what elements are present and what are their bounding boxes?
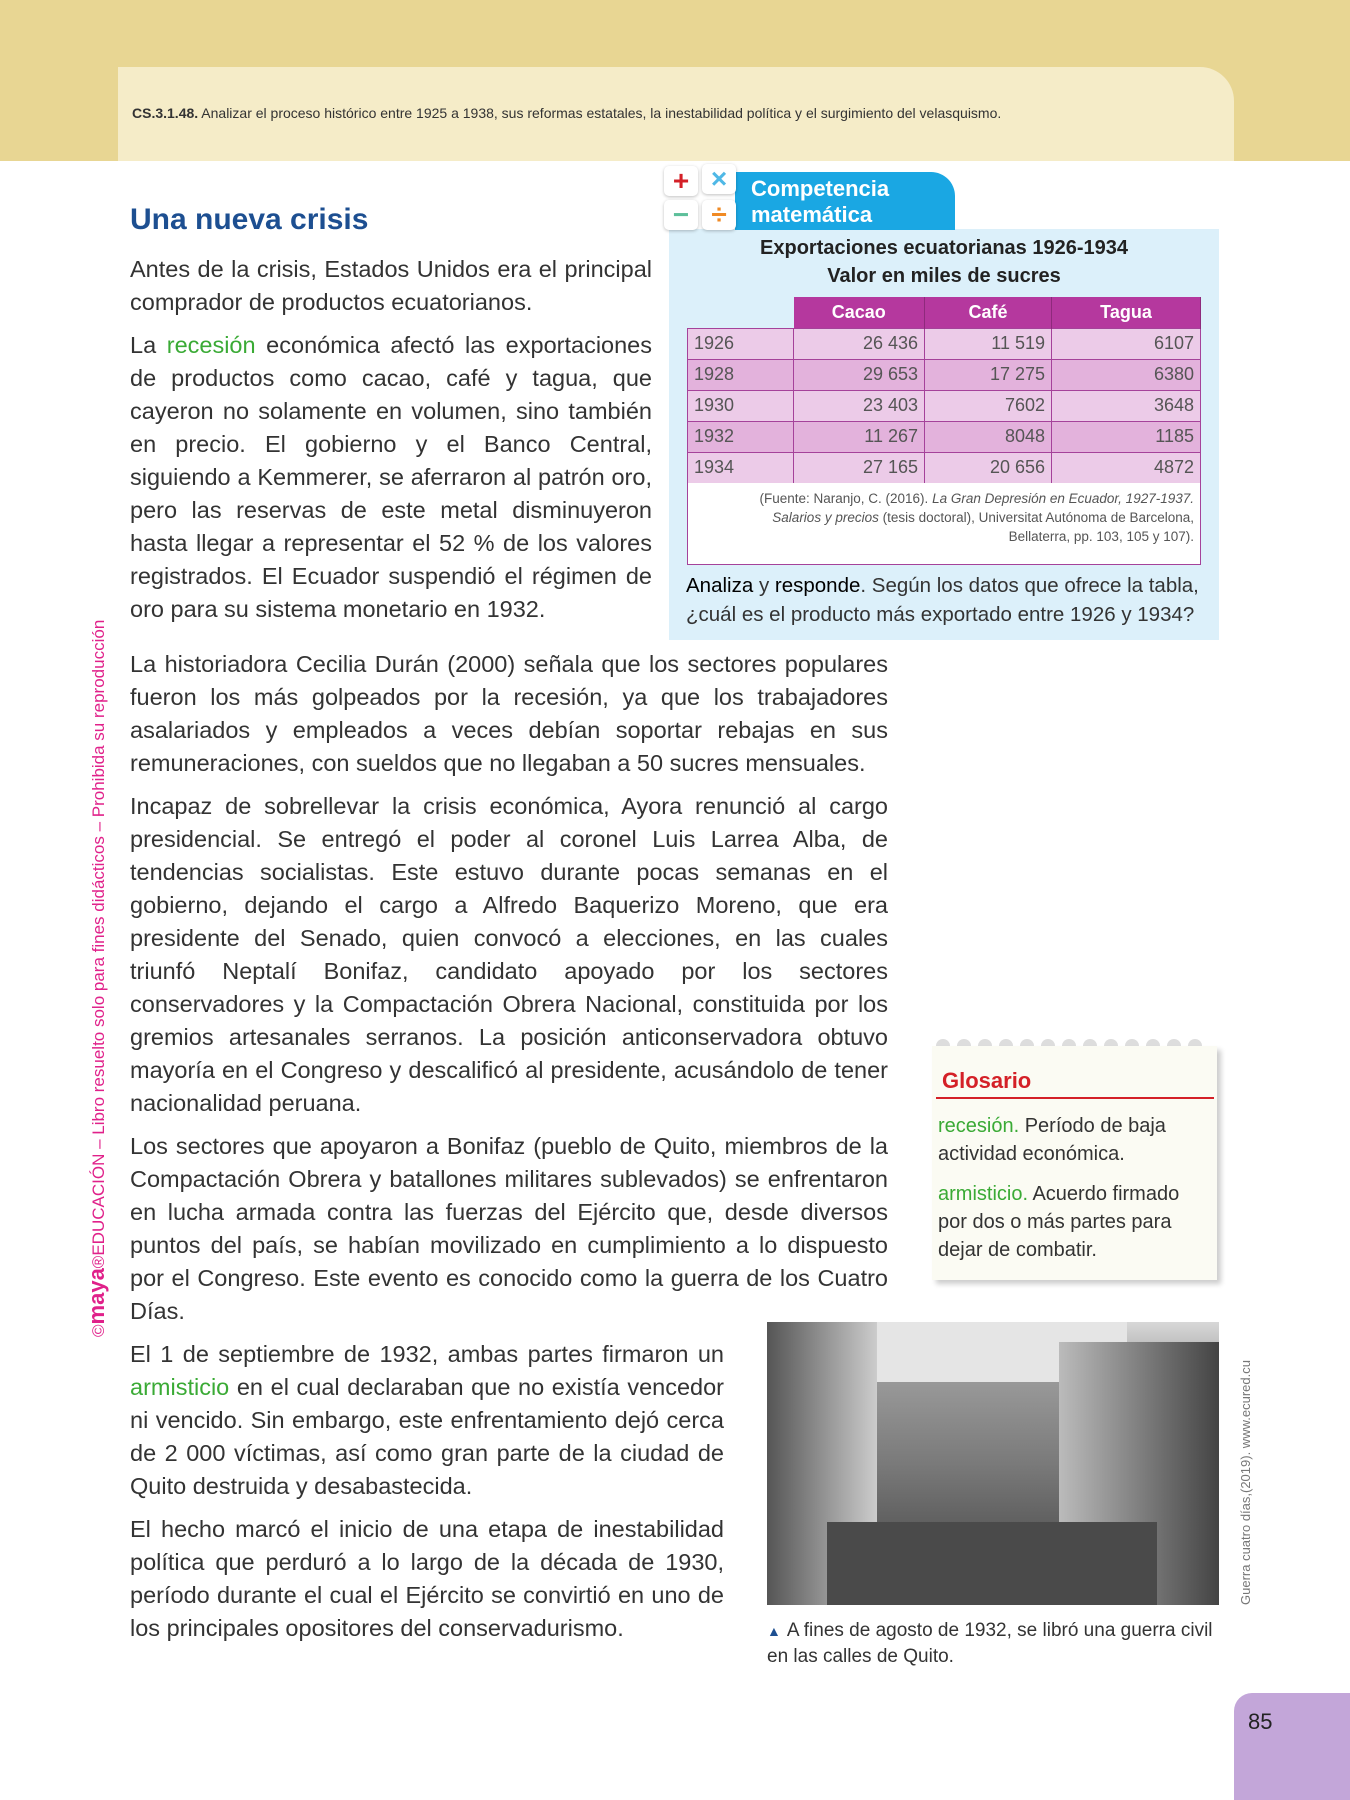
cell-cacao: 11 267 [794,421,925,452]
text: en el cual declaraban que no existía vencedor ni vencido. Sin embargo, este enfrentamiento dejó cerca de 2 000 víctimas, así como gran parte de la ciudad de Quito destruida y desabastecida. [130,1374,724,1499]
caption-text: A fines de agosto de 1932, se libró una guerra civil en las calles de Quito. [767,1620,1213,1667]
page-number: 85 [1234,1693,1350,1800]
minus-icon: − [664,200,698,230]
section-title: Una nueva crisis [130,203,369,236]
cell-tagua: 4872 [1052,452,1201,483]
full-width-text [130,648,888,1328]
cell-cafe: 11 519 [925,328,1052,359]
tab-line: matemática [751,202,873,227]
text: (tesis doctoral), Universitat Autónoma de Barcelona, Bellaterra, pp. 103, 105 y 107). [878,510,1194,544]
left-column-text [130,253,652,648]
text: Analiza [686,574,754,597]
text: El 1 de septiembre de 1932, ambas partes firmaron un [130,1341,724,1367]
objective-code: CS.3.1.48. [132,105,199,121]
objective-box [118,67,1234,161]
cell-cafe: 8048 [925,421,1052,452]
cell-cacao: 26 436 [794,328,925,359]
table-row [688,359,1201,390]
historical-photo [767,1322,1219,1605]
cell-cafe: 7602 [925,390,1052,421]
copyright-symbol: © [89,1324,108,1337]
cell-tagua: 3648 [1052,390,1201,421]
text: (Fuente: Naranjo, C. (2016). [759,491,933,506]
column-header: Tagua [1052,297,1201,328]
times-icon: × [702,164,736,194]
table-title-line: Exportaciones ecuatorianas 1926-1934 [760,237,1128,259]
column-header: Café [925,297,1052,328]
table-subtitle: Valor en miles de sucres [827,265,1061,287]
text: y [753,574,775,597]
table-row [688,421,1201,452]
divider [936,1097,1214,1099]
glossary-definition: Período de baja actividad económica. [938,1115,1166,1165]
paragraph [130,329,652,626]
cell-tagua: 6380 [1052,359,1201,390]
table-row [688,452,1201,483]
table-row [688,328,1201,359]
glossary-box [932,1046,1217,1280]
text: . Según los datos que ofrece la tabla, ¿cuál es el producto más exportado entre 1926 y 1934? [686,574,1199,626]
glossary-term: recesión. [938,1115,1020,1137]
table-source [687,483,1201,565]
cell-year: 1930 [688,390,794,421]
glossary-title: Glosario [942,1068,1032,1093]
cell-tagua: 6107 [1052,328,1201,359]
copyright-text: ®EDUCACIÓN – Libro resuelto solo para fines didácticos – Prohibida su reproducción [89,619,108,1269]
tab-line: Competencia [751,176,890,201]
activity-prompt [686,571,1216,629]
divide-icon: ÷ [702,200,736,230]
paragraph: Antes de la crisis, Estados Unidos era el principal comprador de productos ecuatorianos. [130,256,652,315]
cell-cafe: 20 656 [925,452,1052,483]
empty-header [688,297,794,328]
lower-text [130,1338,724,1645]
paragraph: La historiadora Cecilia Durán (2000) señala que los sectores populares fueron los más golpeados por la recesión, ya que los trabajadores asalariados y empleados a veces debían soportar rebajas en sus remuneraciones, con sueldos que no llegaban a 50 sucres mensuales. [130,651,888,776]
paragraph: Incapaz de sobrellevar la crisis económica, Ayora renunció al cargo presidencial. Se entregó el poder al coronel Luis Larrea Alba, de tendencias socialistas. Este estuvo durante pocas semanas en el gobierno, dejando el cargo a Alfredo Baquerizo Moreno, que era presidente del Senado, quien convocó a elecciones, en las cuales triunfó Neptalí Bonifaz, candidato apoyado por los sectores conservadores y la Compactación Obrera Nacional, constituida por los gremios artesanales serranos. La posición anticonservadora obtuvo mayoría en el Congreso y descalificó al presidente, acusándolo de tener nacionalidad peruana. [130,793,888,1116]
triangle-icon: ▲ [767,1623,781,1639]
paragraph: Los sectores que apoyaron a Bonifaz (pueblo de Quito, miembros de la Compactación Obrera y batallones militares sublevados) se enfrentaron en lucha armada contra las fuerzas del Ejército que, desde diversos puntos del país, se habían movilizado en cumplimiento a lo dispuesto por el Congreso. Este evento es conocido como la guerra de los Cuatro Días. [130,1133,888,1324]
column-header: Cacao [794,297,925,328]
cell-year: 1928 [688,359,794,390]
maya-logo: maya [84,1268,109,1325]
glossary-term: armisticio. [938,1183,1029,1205]
paragraph [130,1338,724,1503]
cell-cacao: 23 403 [794,390,925,421]
text: responde [774,574,861,597]
photo-credit: Guerra cuatro días,(2019). www.ecured.cu [1238,1360,1253,1605]
cell-cacao: 27 165 [794,452,925,483]
objective-text: Analizar el proceso histórico entre 1925 a 1938, sus reformas estatales, la inestabilidad política y el surgimiento del velasquismo. [201,105,1002,121]
cell-year: 1926 [688,328,794,359]
cell-cacao: 29 653 [794,359,925,390]
plus-icon: + [664,166,698,196]
photo-caption [767,1618,1217,1670]
copyright-sidebar [84,620,110,1337]
table-row [688,390,1201,421]
cell-year: 1934 [688,452,794,483]
glossary-entry [938,1112,1208,1168]
glossary-definition: Acuerdo firmado por dos o más partes para dejar de combatir. [938,1183,1180,1261]
math-operations-icon [664,163,740,234]
glossary-term-armisticio[interactable]: armisticio [130,1374,230,1400]
cell-cafe: 17 275 [925,359,1052,390]
exports-table [687,297,1201,484]
cell-tagua: 1185 [1052,421,1201,452]
text: La [130,332,167,358]
cell-year: 1932 [688,421,794,452]
paragraph: El hecho marcó el inicio de una etapa de inestabilidad política que perduró a lo largo de la década de 1930, período durante el cual el Ejército se convirtió en uno de los principales opositores del conservadurismo. [130,1516,724,1641]
glossary-entry [938,1180,1208,1264]
competencia-tab [735,172,955,230]
glossary-term-recesion[interactable]: recesión [166,332,256,358]
table-title [669,234,1219,290]
text: La Gran Depresión en Ecuador, 1927-1937. Salarios y precios [772,491,1194,525]
text: económica afectó las exportaciones de productos como cacao, café y tagua, que cayeron no solamente en volumen, sino también en precio. El gobierno y el Banco Central, siguiendo a Kemmerer, se aferraron al patrón oro, pero las reservas de este metal disminuyeron hasta llegar a representar el 52 % de los valores registrados. El Ecuador suspendió el régimen de oro para su sistema monetario en 1932. [130,332,652,622]
